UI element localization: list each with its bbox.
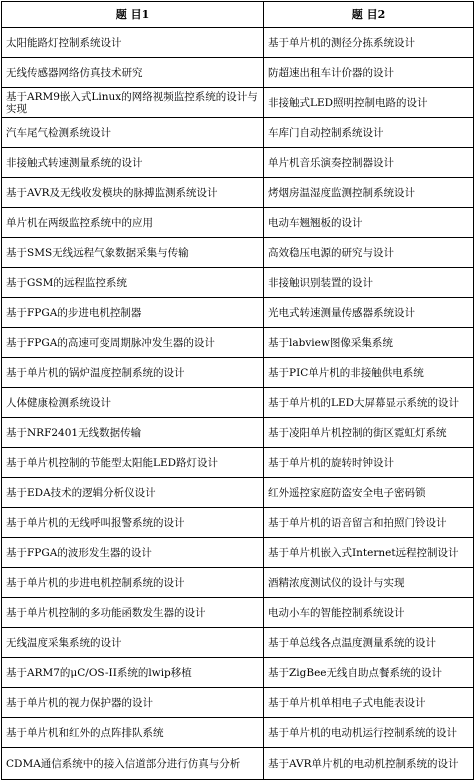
topic-2-cell: 基于PIC单片机的非接触供电系统 (264, 358, 474, 388)
table-row (2, 718, 474, 748)
topic-2-cell: 基于单片机嵌入式Internet远程控制设计 (264, 538, 474, 568)
topic-1-cell: 基于单片机控制的节能型太阳能LED路灯设计 (2, 448, 264, 478)
topic-1-cell: 基于单片机的锅炉温度控制系统的设计 (2, 358, 264, 388)
table-row (2, 748, 474, 780)
header-topic-1: 题 目1 (2, 2, 264, 28)
header-topic-2: 题 目2 (264, 2, 474, 28)
topic-2-cell: 基于单总线各点温度测量系统的设计 (264, 628, 474, 658)
topic-2-cell: 高效稳压电源的研究与设计 (264, 238, 474, 268)
topic-1-cell: 无线传感器网络仿真技术研究 (2, 58, 264, 88)
table-row (2, 598, 474, 628)
table-row (2, 508, 474, 538)
topic-2-cell: 基于单片机的旋转时钟设计 (264, 448, 474, 478)
topic-1-cell: 基于EDA技术的逻辑分析仪设计 (2, 478, 264, 508)
topic-1-cell: 基于单片机的视力保护器的设计 (2, 688, 264, 718)
topic-2-cell: 非接触识别装置的设计 (264, 268, 474, 298)
table-row (2, 388, 474, 418)
table-row (2, 88, 474, 118)
table-row (2, 118, 474, 148)
topic-1-cell: 太阳能路灯控制系统设计 (2, 28, 264, 58)
topic-2-cell: 单片机音乐演奏控制器设计 (264, 148, 474, 178)
table-row (2, 148, 474, 178)
topic-2-cell: 基于单片机的语音留言和拍照门铃设计 (264, 508, 474, 538)
topic-2-cell: 基于单片机单相电子式电能表设计 (264, 688, 474, 718)
topic-2-cell: 烤烟房温湿度监测控制系统设计 (264, 178, 474, 208)
table-row (2, 688, 474, 718)
table-body (2, 28, 474, 780)
table-row (2, 658, 474, 688)
table-row (2, 328, 474, 358)
topic-1-cell: 基于ARM9嵌入式Linux的网络视频监控系统的设计与实现 (2, 88, 264, 118)
topic-2-cell: 基于ZigBee无线自助点餐系统的设计 (264, 658, 474, 688)
table-row (2, 58, 474, 88)
table-row (2, 178, 474, 208)
table-row (2, 238, 474, 268)
table-row (2, 568, 474, 598)
topic-1-cell: 无线温度采集系统的设计 (2, 628, 264, 658)
topic-2-cell: 酒精浓度测试仪的设计与实现 (264, 568, 474, 598)
topic-1-cell: 人体健康检测系统设计 (2, 388, 264, 418)
topic-2-cell: 车库门自动控制系统设计 (264, 118, 474, 148)
topic-2-cell: 光电式转速测量传感器系统设计 (264, 298, 474, 328)
topic-1-cell: 汽车尾气检测系统设计 (2, 118, 264, 148)
table-row (2, 358, 474, 388)
topic-1-cell: 基于单片机控制的多功能函数发生器的设计 (2, 598, 264, 628)
table-row (2, 538, 474, 568)
topic-1-cell: 基于单片机和红外的点阵排队系统 (2, 718, 264, 748)
table-row (2, 208, 474, 238)
topic-2-cell: 基于单片机的测径分拣系统设计 (264, 28, 474, 58)
topic-2-cell: 基于单片机的LED大屏幕显示系统的设计 (264, 388, 474, 418)
header-row (2, 2, 474, 28)
topic-2-cell: 基于凌阳单片机控制的街区霓虹灯系统 (264, 418, 474, 448)
topic-1-cell: 基于GSM的远程监控系统 (2, 268, 264, 298)
table-row (2, 28, 474, 58)
table-row (2, 448, 474, 478)
topic-1-cell: 基于SMS无线远程气象数据采集与传输 (2, 238, 264, 268)
table-row (2, 268, 474, 298)
table-row (2, 628, 474, 658)
topic-1-cell: 基于FPGA的步进电机控制器 (2, 298, 264, 328)
topic-1-cell: 非接触式转速测量系统的设计 (2, 148, 264, 178)
topic-2-cell: 基于labview图像采集系统 (264, 328, 474, 358)
topic-1-cell: 基于FPGA的高速可变周期脉冲发生器的设计 (2, 328, 264, 358)
table-row (2, 298, 474, 328)
table-row (2, 478, 474, 508)
topic-2-cell: 电动车翘翘板的设计 (264, 208, 474, 238)
topic-1-cell: 基于FPGA的波形发生器的设计 (2, 538, 264, 568)
topic-1-cell: 基于NRF2401无线数据传输 (2, 418, 264, 448)
table-header (2, 2, 474, 28)
topic-1-cell: CDMA通信系统中的接入信道部分进行仿真与分析 (2, 748, 264, 780)
topic-1-cell: 基于ARM7的μC/OS-II系统的lwip移植 (2, 658, 264, 688)
topic-2-cell: 非接触式LED照明控制电路的设计 (264, 88, 474, 118)
topic-2-cell: 基于AVR单片机的电动机控制系统的设计 (264, 748, 474, 780)
topic-2-cell: 电动小车的智能控制系统设计 (264, 598, 474, 628)
topic-1-cell: 基于单片机的步进电机控制系统的设计 (2, 568, 264, 598)
topic-1-cell: 基于单片机的无线呼叫报警系统的设计 (2, 508, 264, 538)
topic-1-cell: 基于AVR及无线收发模块的脉搏监测系统设计 (2, 178, 264, 208)
topic-2-cell: 基于单片机的电动机运行控制系统的设计 (264, 718, 474, 748)
topic-2-cell: 防超速出租车计价器的设计 (264, 58, 474, 88)
topic-1-cell: 单片机在两级监控系统中的应用 (2, 208, 264, 238)
topics-table (1, 1, 474, 780)
topic-2-cell: 红外遥控家庭防盗安全电子密码锁 (264, 478, 474, 508)
table-row (2, 418, 474, 448)
